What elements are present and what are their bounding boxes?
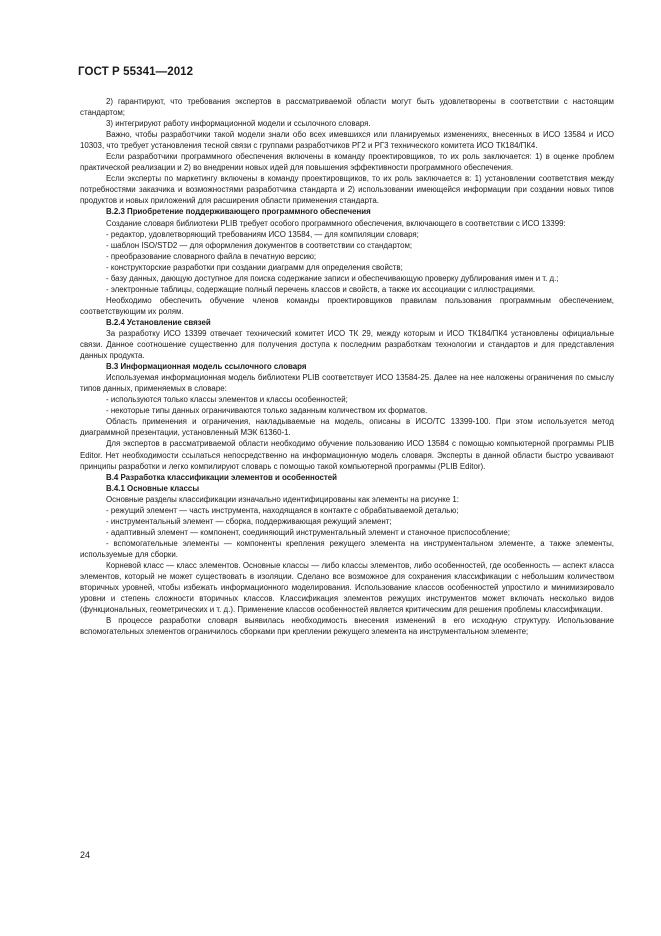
body-paragraph: Важно, чтобы разработчики такой модели знали обо всех имевшихся или планируемых изменениях, внесенных в ИСО 13584 и ИСО 10303, что требует установления тесной связи с группами разработчиков РГ2 и РГ3 технического комитета ИСО ТК184/ПК4. <box>80 130 614 151</box>
list-item-3: 3) интегрируют работу информационной модели и ссылочного словаря. <box>106 119 371 129</box>
list-item: - базу данных, дающую доступное для поиска содержание записи и обеспечивающую проверку дублирования имен и т. д.; <box>106 273 559 283</box>
list-item-2: 2) гарантируют, что требования экспертов в рассматриваемой области могут быть удовлетворены в соответствии с настоящим стандартом; <box>80 97 614 118</box>
list-item: - шаблон ISO/STD2 — для оформления документов в соответствии со стандартом; <box>106 240 413 250</box>
body-paragraph: Если разработчики программного обеспечения включены в команду проектировщиков, то их роль заключается: 1) в оценке проблем практической реализации и 2) во внедрении новых идей для повышения эффективности программного обеспечения. <box>80 152 614 173</box>
section-heading-b23: В.2.3 Приобретение поддерживающего программного обеспечения <box>106 207 371 217</box>
list-item: - конструкторские разработки при создании диаграмм для определения свойств; <box>106 262 403 272</box>
list-item: - преобразование словарного файла в печатную версию; <box>106 251 317 261</box>
section-heading-b41: В.4.1 Основные классы <box>106 483 200 493</box>
section-heading-b4: В.4 Разработка классификации элементов и особенностей <box>106 472 337 482</box>
body-paragraph: Основные разделы классификации изначально идентифицированы как элементы на рисунке 1: <box>106 494 459 504</box>
body-paragraph: В процессе разработки словаря выявилась необходимость внесения изменений в его исходную структуру. Использование вспомогательных элементов ограничилось сборками при креплении режущего элемента на инструментальном элементе; <box>80 616 614 637</box>
list-item: - редактор, удовлетворяющий требованиям ИСО 13584, — для компиляции словаря; <box>106 229 419 239</box>
document-header: ГОСТ Р 55341—2012 <box>78 66 194 78</box>
body-paragraph: Область применения и ограничения, накладываемые на модель, описаны в ИСО/ТС 13399-100. При этом используется метод диаграммной презентации, установленный МЭК 61360-1. <box>80 417 614 438</box>
list-item: - режущий элемент — часть инструмента, находящаяся в контакте с обрабатываемой деталью; <box>106 505 459 515</box>
list-item: - некоторые типы данных ограничиваются только заданным количеством их форматов. <box>106 406 428 416</box>
list-item: - вспомогательные элементы — компоненты крепления режущего элемента на инструментальном элементе, а также элементы, используемые для сборки. <box>80 538 614 559</box>
body-paragraph: Если эксперты по маркетингу включены в команду проектировщиков, то их роль заключается в: 1) установлении соответствия между потребностями заказчика и возможностями разработчика стандарта и 2) использовании имеющейся информации при создании новых типов продуктов и новых приложений для расширения области применения стандарта. <box>80 174 614 206</box>
body-paragraph: Для экспертов в рассматриваемой области необходимо обучение пользованию ИСО 13584 с помощью компьютерной программы PLIB Editor. Нет необходимости ссылаться непосредственно на информационную модель словаря. Эксперты в данной области быстро усваивают принципы разработки и легко компилируют словарь с помощью такой компьютерной программы (PLIB Editor). <box>80 439 614 471</box>
list-item: - используются только классы элементов и классы особенностей; <box>106 395 348 405</box>
document-body <box>80 96 614 637</box>
page-number: 24 <box>80 850 91 860</box>
body-paragraph: За разработку ИСО 13399 отвечает технический комитет ИСО ТК 29, между которым и ИСО ТК184/ПК4 установлены официальные связи. Данное соотношение существенно для получения доступа к последним разработкам технологии и стандартов и для представления данных продукта. <box>80 328 614 361</box>
section-heading-b3: В.3 Информационная модель ссылочного словаря <box>106 362 307 372</box>
body-paragraph: Используемая информационная модель библиотеки PLIB соответствует ИСО 13584-25. Далее на нее наложены ограничения по смыслу типов данных, применяемых в словаре: <box>80 373 614 394</box>
list-item: - адаптивный элемент — компонент, соединяющий инструментальный элемент и станочное приспособление; <box>106 527 510 537</box>
body-paragraph: Необходимо обеспечить обучение членов команды проектировщиков правилам пользования программным обеспечением, соответствующим их ролям. <box>80 295 614 316</box>
body-paragraph: Создание словаря библиотеки PLIB требует особого программного обеспечения, включающего в соответствии с ИСО 13399: <box>106 218 566 228</box>
list-item: - инструментальный элемент — сборка, поддерживающая режущий элемент; <box>106 516 392 526</box>
list-item: - электронные таблицы, содержащие полный перечень классов и свойств, а также их ассоциации с иллюстрациями. <box>106 284 536 294</box>
body-paragraph: Корневой класс — класс элементов. Основные классы — либо классы элементов, либо особенностей, где особенность — аспект класса элементов, который не может существовать в изоляции. Сделано все возможное для сохранения классификации с небольшим количеством вторичных уровней, чтобы избежать информационного моделирования. Использование классов особенностей упростило и минимизировало уровни и степень сложности вторичных классов. Классификация элементов режущих инструментов может включать несколько видов (функциональных, геометрических и т. д.). Применение классов особенностей является критическим для решения проблемы классификации. <box>80 560 614 615</box>
section-heading-b24: В.2.4 Установление связей <box>106 317 211 327</box>
